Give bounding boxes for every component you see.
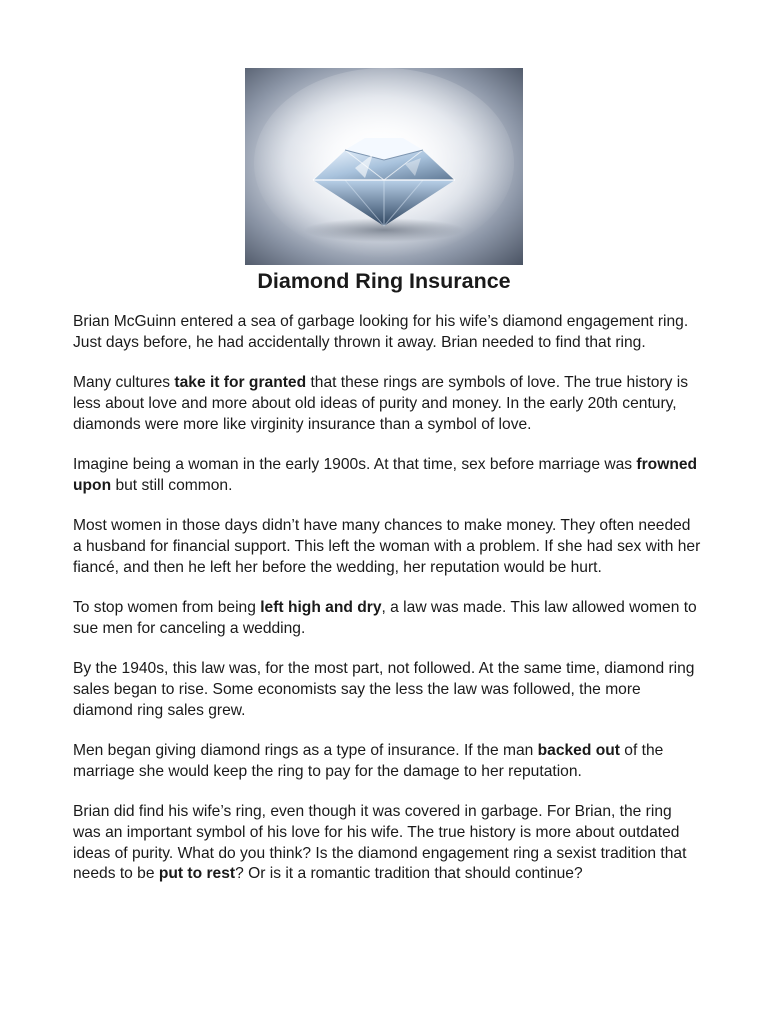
paragraph-3: Imagine being a woman in the early 1900s. At that time, sex before marriage was frowned upon but still common. [73, 455, 698, 494]
idiom-highlight: take it for granted [174, 374, 307, 392]
paragraph-1: Brian McGuinn entered a sea of garbage looking for his wife’s diamond engagement ring. Just days before, he had accidentally thrown it away. Brian needed to find that ring. [73, 313, 689, 351]
diamond-image [245, 68, 523, 265]
idiom-highlight: left high and dry [260, 598, 382, 616]
paragraph-2: Many cultures take it for granted that these rings are symbols of love. The true history is less about love and more about old ideas of purity and money. In the early 20th century, diamonds were more like virginity insurance than a symbol of love. [73, 374, 689, 433]
idiom-highlight: frowned upon [73, 455, 698, 494]
diamond-icon [245, 68, 523, 265]
page-title: Diamond Ring Insurance [257, 269, 511, 293]
idiom-highlight: put to rest [158, 865, 236, 883]
paragraph-5: To stop women from being left high and dry, a law was made. This law allowed women to sue men for canceling a wedding. [73, 598, 697, 637]
paragraph-8: Brian did find his wife’s ring, even though it was covered in garbage. For Brian, the ring was an important symbol of his love for his wife. The true history is more about outdated ideas of purity. What do you think? Is the diamond engagement ring a sexist tradition that needs to be put to rest? Or is it a romantic tradition that should continue? [73, 803, 687, 883]
paragraph-4: Most women in those days didn’t have many chances to make money. They often needed a husband for financial support. This left the woman with a problem. If she had sex with her fiancé, and then he left her before the wedding, her reputation would be hurt. [73, 517, 701, 576]
idiom-highlight: backed out [537, 741, 620, 759]
paragraph-6: By the 1940s, this law was, for the most part, not followed. At the same time, diamond ring sales began to rise. Some economists say the less the law was followed, the more diamond ring sales grew. [73, 660, 695, 719]
article-body [73, 312, 703, 905]
paragraph-7: Men began giving diamond rings as a type of insurance. If the man backed out of the marriage she would keep the ring to pay for the damage to her reputation. [73, 741, 664, 780]
